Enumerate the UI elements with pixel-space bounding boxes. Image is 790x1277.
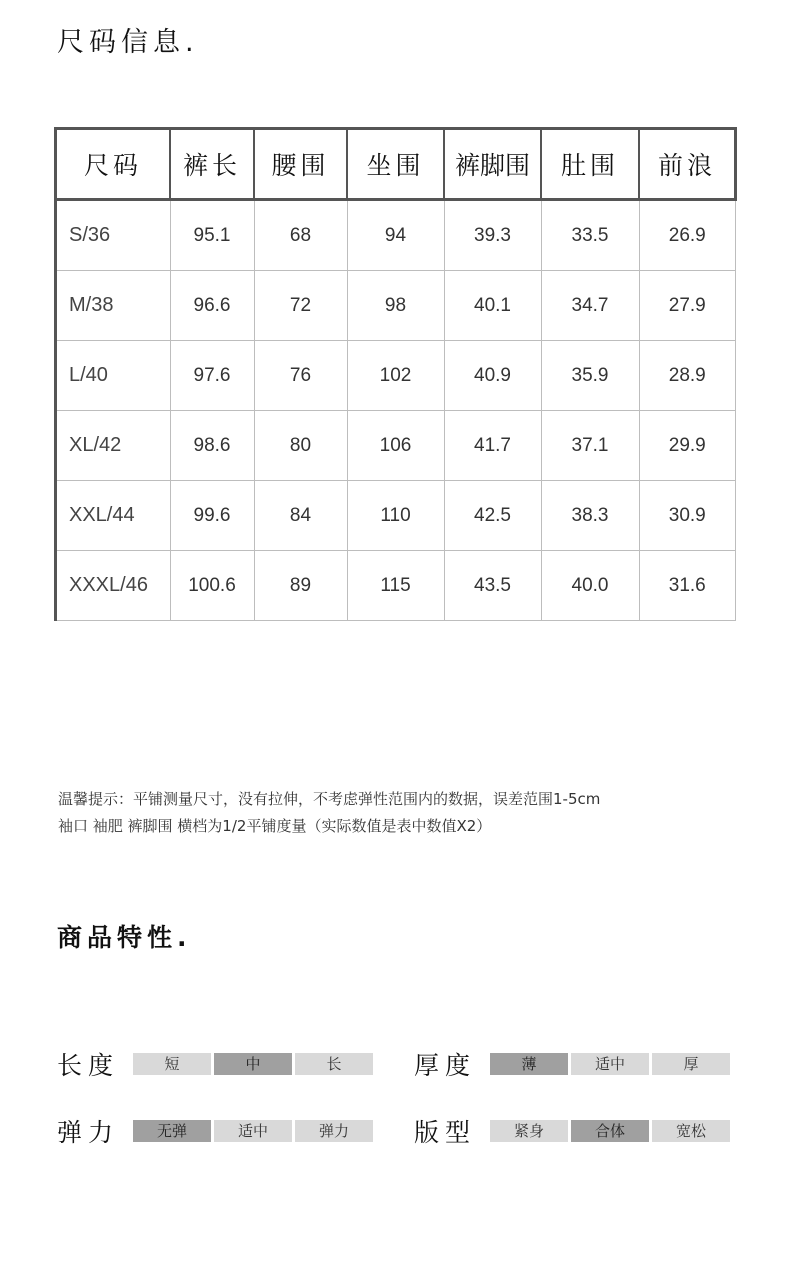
size-cell: M/38 — [56, 271, 171, 341]
feature-option: 适中 — [571, 1053, 649, 1075]
table-row — [56, 551, 736, 621]
header-front-rise: 前浪 — [639, 129, 736, 200]
table-cell: 98.6 — [170, 411, 254, 481]
table-header-row — [56, 129, 736, 200]
size-info-title: 尺码信息. — [57, 27, 199, 58]
feature-length — [57, 1049, 373, 1079]
table-cell: 76 — [254, 341, 347, 411]
table-cell: 89 — [254, 551, 347, 621]
table-cell: 72 — [254, 271, 347, 341]
size-cell: L/40 — [56, 341, 171, 411]
feature-thickness — [414, 1049, 730, 1079]
feature-options — [490, 1120, 730, 1142]
feature-label: 长度 — [57, 1051, 120, 1080]
table-row — [56, 341, 736, 411]
table-cell: 29.9 — [639, 411, 736, 481]
table-row — [56, 200, 736, 271]
size-table — [54, 127, 737, 621]
header-pants-length: 裤长 — [170, 129, 254, 200]
feature-elasticity — [57, 1116, 373, 1146]
table-cell: 95.1 — [170, 200, 254, 271]
feature-option: 适中 — [214, 1120, 292, 1142]
header-waist: 腰围 — [254, 129, 347, 200]
feature-options — [133, 1053, 373, 1075]
feature-option-selected: 合体 — [571, 1120, 649, 1142]
table-row — [56, 411, 736, 481]
header-leg-opening: 裤脚围 — [444, 129, 541, 200]
feature-options — [133, 1120, 373, 1142]
table-cell: 39.3 — [444, 200, 541, 271]
table-cell: 40.0 — [541, 551, 639, 621]
feature-option: 长 — [295, 1053, 373, 1075]
table-cell: 28.9 — [639, 341, 736, 411]
table-cell: 97.6 — [170, 341, 254, 411]
table-cell: 27.9 — [639, 271, 736, 341]
table-cell: 35.9 — [541, 341, 639, 411]
table-cell: 94 — [347, 200, 444, 271]
table-cell: 99.6 — [170, 481, 254, 551]
table-cell: 30.9 — [639, 481, 736, 551]
feature-option: 弹力 — [295, 1120, 373, 1142]
half-measure-note: 袖口 袖肥 裤脚围 横档为1/2平铺度量（实际数值是表中数值X2） — [58, 817, 492, 835]
table-cell: 42.5 — [444, 481, 541, 551]
table-cell: 115 — [347, 551, 444, 621]
feature-label: 版型 — [414, 1118, 477, 1147]
table-cell: 106 — [347, 411, 444, 481]
header-hip: 坐围 — [347, 129, 444, 200]
feature-label: 弹力 — [57, 1118, 120, 1147]
table-cell: 80 — [254, 411, 347, 481]
measurement-note: 温馨提示：平铺测量尺寸，没有拉伸，不考虑弹性范围内的数据，误差范围1-5cm — [58, 790, 601, 808]
feature-option: 厚 — [652, 1053, 730, 1075]
feature-option-selected: 中 — [214, 1053, 292, 1075]
table-cell: 34.7 — [541, 271, 639, 341]
table-cell: 43.5 — [444, 551, 541, 621]
table-cell: 68 — [254, 200, 347, 271]
product-features-title: 商品特性. — [57, 923, 192, 952]
size-cell: XXXL/46 — [56, 551, 171, 621]
table-cell: 37.1 — [541, 411, 639, 481]
feature-option-selected: 无弹 — [133, 1120, 211, 1142]
size-cell: S/36 — [56, 200, 171, 271]
feature-options — [490, 1053, 730, 1075]
table-cell: 96.6 — [170, 271, 254, 341]
header-size: 尺码 — [56, 129, 171, 200]
table-cell: 110 — [347, 481, 444, 551]
table-cell: 84 — [254, 481, 347, 551]
size-cell: XL/42 — [56, 411, 171, 481]
table-cell: 26.9 — [639, 200, 736, 271]
table-cell: 98 — [347, 271, 444, 341]
table-cell: 33.5 — [541, 200, 639, 271]
feature-option-selected: 薄 — [490, 1053, 568, 1075]
table-cell: 100.6 — [170, 551, 254, 621]
feature-fit — [414, 1116, 730, 1146]
table-cell: 40.1 — [444, 271, 541, 341]
header-belly: 肚围 — [541, 129, 639, 200]
feature-option: 短 — [133, 1053, 211, 1075]
table-cell: 41.7 — [444, 411, 541, 481]
feature-label: 厚度 — [414, 1051, 477, 1080]
table-cell: 40.9 — [444, 341, 541, 411]
size-cell: XXL/44 — [56, 481, 171, 551]
feature-option: 紧身 — [490, 1120, 568, 1142]
table-row — [56, 271, 736, 341]
table-cell: 102 — [347, 341, 444, 411]
table-cell: 38.3 — [541, 481, 639, 551]
feature-option: 宽松 — [652, 1120, 730, 1142]
table-row — [56, 481, 736, 551]
table-cell: 31.6 — [639, 551, 736, 621]
